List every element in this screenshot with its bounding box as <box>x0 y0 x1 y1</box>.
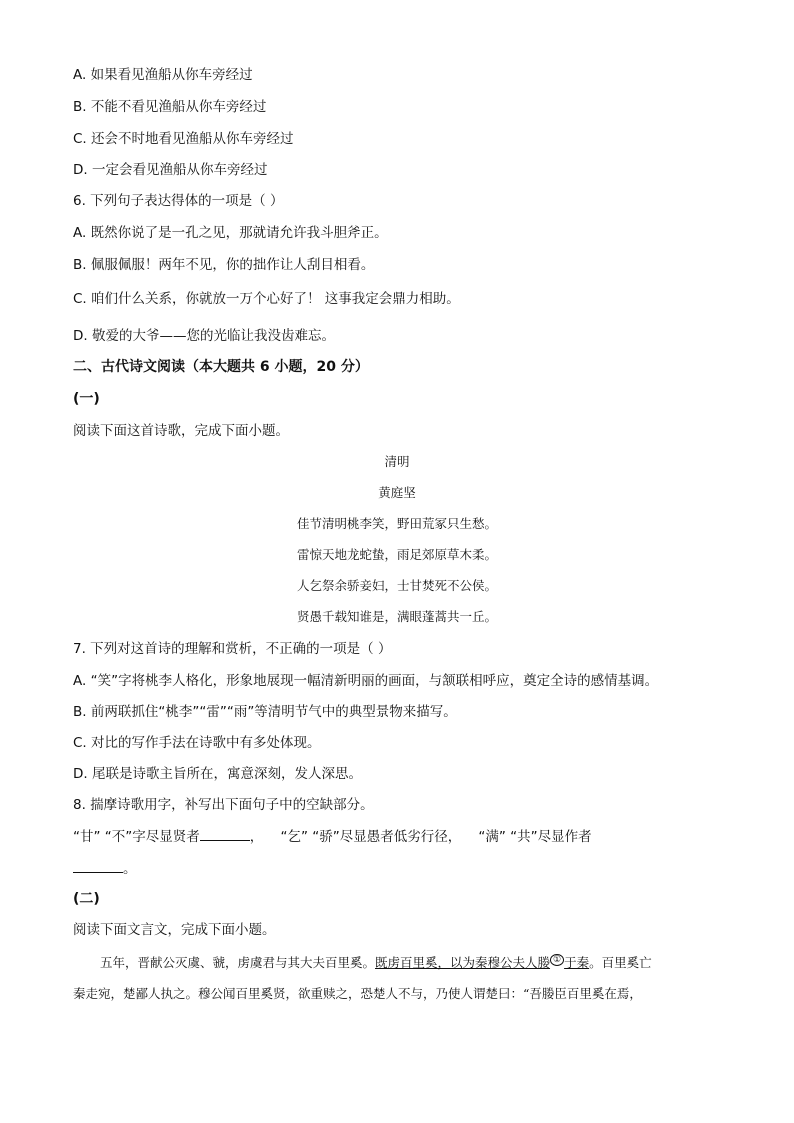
poem-line: 贤愚千载知谁是，满眼蓬蒿共一丘。 <box>296 609 497 624</box>
q5-option-b: B. 不能不看见渔船从你车旁经过 <box>73 99 267 115</box>
q7-option-d: D. 尾联是诗歌主旨所在，寓意深刻，发人深思。 <box>73 766 362 782</box>
poem-line: 人乞祭余骄妾妇，士甘焚死不公侯。 <box>296 578 497 593</box>
q6-option-c: C. 咱们什么关系，你就放一万个心好了！ 这事我定会鼎力相助。 <box>73 291 460 307</box>
q6-stem: 6. 下列句子表达得体的一项是（ ） <box>73 193 284 209</box>
q7-option-a: A. “笑”字将桃李人格化，形象地展现一幅清新明丽的画面，与颔联相呼应，奠定全诗的感情基调。 <box>73 673 659 689</box>
q8-blank-1[interactable] <box>200 828 250 841</box>
q5-option-c: C. 还会不时地看见渔船从你车旁经过 <box>73 131 294 147</box>
poem-line: 雷惊天地龙蛇蛰，雨足郊原草木柔。 <box>296 547 497 562</box>
poem-author: 黄庭坚 <box>378 485 416 500</box>
q7-stem: 7. 下列对这首诗的理解和赏析，不正确的一项是（ ） <box>73 641 392 657</box>
prose-line-2: 秦走宛，楚鄙人执之。穆公闻百里奚贤，欲重赎之，恐楚人不与，乃使人谓楚曰：“吾媵臣百里奚在焉， <box>73 986 642 1001</box>
q6-option-d: D. 敬爱的大爷——您的光临让我没齿难忘。 <box>73 328 335 344</box>
q8-fill-line: “甘” “不”字尽显贤者 ， “乞” “骄”尽显愚者低劣行径， “满” “共”尽显作者 <box>73 829 592 845</box>
q6-option-a: A. 既然你说了是一孔之见，那就请允许我斗胆斧正。 <box>73 225 388 241</box>
q8-part-a: “甘” “不”字尽显贤者 <box>73 829 200 845</box>
q8-fill-line-2: 。 <box>73 860 137 878</box>
poem-line: 佳节清明桃李笑，野田荒冢只生愁。 <box>296 516 497 531</box>
q8-part-b: “乞” “骄”尽显愚者低劣行径， <box>280 829 462 845</box>
q7-option-b: B. 前两联抓住“桃李”“雷”“雨”等清明节气中的典型景物来描写。 <box>73 704 457 720</box>
q5-option-a: A. 如果看见渔船从你车旁经过 <box>73 67 253 83</box>
footnote-marker: ① <box>550 954 564 966</box>
q5-option-d: D. 一定会看见渔船从你车旁经过 <box>73 162 268 178</box>
prose-line-1: 五年，晋献公灭虞、虢，虏虞君与其大夫百里奚。既虏百里奚，以为秦穆公夫人媵 ① 于秦。百里奚亡 <box>100 954 652 970</box>
q8-part-c: “满” “共”尽显作者 <box>478 829 592 845</box>
q6-option-b: B. 佩服佩服！两年不见，你的拙作让人刮目相看。 <box>73 257 375 273</box>
underlined-sentence: 既虏百里奚，以为秦穆公夫人媵 <box>375 955 551 970</box>
q8-blank-2[interactable] <box>73 860 123 873</box>
poem-title: 清明 <box>384 454 410 469</box>
prose-intro: 阅读下面文言文，完成下面小题。 <box>73 922 276 938</box>
q8-stem: 8. 揣摩诗歌用字，补写出下面句子中的空缺部分。 <box>73 797 374 813</box>
poem-intro: 阅读下面这首诗歌，完成下面小题。 <box>73 423 289 439</box>
part-two-label: (二) <box>73 891 100 907</box>
section-heading: 二、古代诗文阅读（本大题共 6 小题，20 分） <box>73 359 369 375</box>
part-one-label: (一) <box>73 391 100 407</box>
q7-option-c: C. 对比的写作手法在诗歌中有多处体现。 <box>73 735 321 751</box>
